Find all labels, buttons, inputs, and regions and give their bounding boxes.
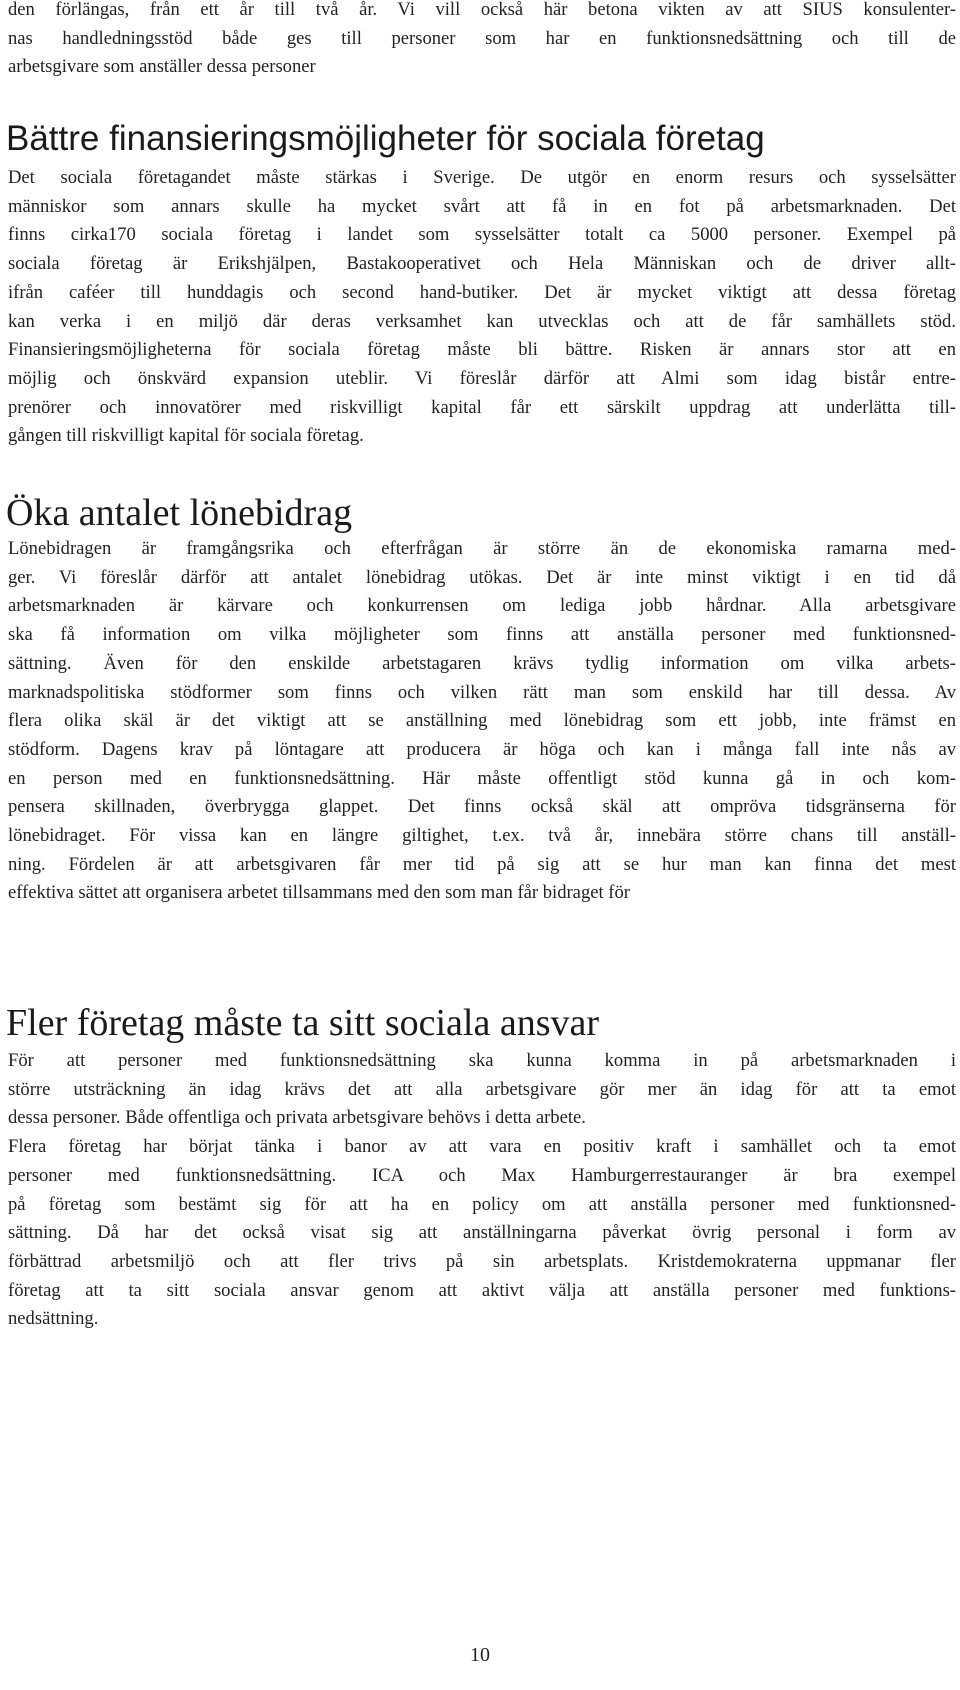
text-line: prenörer och innovatörer med riskvilligt kapital får ett särskilt uppdrag att underlätta till-	[8, 396, 956, 418]
text-line: möjlig och önskvärd expansion uteblir. Vi föreslår därför att Almi som idag bistår entre-	[8, 367, 956, 389]
text-line: Finansieringsmöjligheterna för sociala företag måste bli bättre. Risken är annars stor att en	[8, 339, 956, 361]
text-line: lönebidraget. För vissa kan en längre giltighet, t.ex. två år, innebära större chans till anställ-	[8, 825, 956, 847]
text-line: kan verka i en miljö där deras verksamhet kan utvecklas och att de får samhällets stöd.	[8, 310, 956, 332]
section-paragraph	[8, 535, 956, 908]
text-line: effektiva sättet att organisera arbetet tillsammans med den som man får bidraget för	[8, 882, 630, 904]
text-line: den förlängas, från ett år till två år. Vi vill också här betona vikten av att SIUS konsulenter-	[8, 0, 956, 20]
text-line: stödform. Dagens krav på löntagare att producera är höga och kan i många fall inte nås av	[8, 738, 956, 760]
text-line: ger. Vi föreslår därför att antalet lönebidrag utökas. Det är inte minst viktigt i en tid då	[8, 566, 956, 588]
section-paragraph	[8, 1047, 956, 1334]
text-line: ning. Fördelen är att arbetsgivaren får mer tid på sig att se hur man kan finna det mest	[8, 853, 956, 875]
section-paragraph	[8, 164, 956, 451]
text-line: arbetsmarknaden är kärvare och konkurrensen om lediga jobb hårdnar. Alla arbetsgivare	[8, 595, 956, 617]
text-line: sociala företag är Erikshjälpen, Bastakooperativet och Hela Människan och de driver allt-	[8, 253, 956, 275]
text-line: sättning. Då har det också visat sig att anställningarna påverkat övrig personal i form av	[8, 1222, 956, 1244]
text-line: arbetsgivare som anställer dessa personer	[8, 56, 316, 78]
text-line: Det sociala företagandet måste stärkas i Sverige. De utgör en enorm resurs och sysselsätter	[8, 167, 956, 188]
page-number: 10	[470, 1644, 490, 1666]
text-line: företag att ta sitt sociala ansvar genom att aktivt välja att anställa personer med funktions-	[8, 1279, 956, 1301]
text-line: ifrån caféer till hunddagis och second hand-butiker. Det är mycket viktigt att dessa företag	[8, 281, 956, 303]
text-line: ska få information om vilka möjligheter som finns att anställa personer med funktionsned-	[8, 624, 956, 646]
text-line: dessa personer. Både offentliga och privata arbetsgivare behövs i detta arbete.	[8, 1107, 586, 1129]
text-line: gången till riskvilligt kapital för sociala företag.	[8, 425, 364, 447]
text-line: Flera företag har börjat tänka i banor av att vara en positiv kraft i samhället och ta emot	[8, 1136, 956, 1158]
intro-paragraph	[8, 0, 956, 82]
text-line: finns cirka170 sociala företag i landet som sysselsätter totalt ca 5000 personer. Exempel på	[8, 224, 956, 246]
text-line: större utsträckning än idag krävs det att alla arbetsgivare gör mer än idag för att ta emot	[8, 1078, 956, 1100]
text-line: på företag som bestämt sig för att ha en policy om att anställa personer med funktionsned-	[8, 1193, 956, 1215]
text-line: pensera skillnaden, överbrygga glappet. Det finns också skäl att ompröva tidsgränserna för	[8, 796, 956, 818]
text-line: förbättrad arbetsmiljö och att fler trivs på sin arbetsplats. Kristdemokraterna uppmanar fler	[8, 1250, 956, 1272]
text-line: marknadspolitiska stödformer som finns och vilken rätt man som enskild har till dessa. Av	[8, 681, 956, 703]
section-heading: Bättre finansieringsmöjligheter för sociala företag	[6, 119, 765, 158]
section-heading: Fler företag måste ta sitt sociala ansvar	[6, 1002, 600, 1044]
text-line: människor som annars skulle ha mycket svårt att få in en fot på arbetsmarknaden. Det	[8, 195, 956, 217]
section-heading: Öka antalet lönebidrag	[6, 492, 353, 534]
text-line: Lönebidragen är framgångsrika och efterfrågan är större än de ekonomiska ramarna med-	[8, 538, 956, 559]
text-line: För att personer med funktionsnedsättning ska kunna komma in på arbetsmarknaden i	[8, 1050, 956, 1071]
text-line: nedsättning.	[8, 1308, 99, 1330]
text-line: nas handledningsstöd både ges till personer som har en funktionsnedsättning och till de	[8, 27, 956, 49]
text-line: en person med en funktionsnedsättning. Här måste offentligt stöd kunna gå in och kom-	[8, 767, 956, 789]
text-line: flera olika skäl är det viktigt att se anställning med lönebidrag som ett jobb, inte främst en	[8, 710, 956, 732]
text-line: personer med funktionsnedsättning. ICA och Max Hamburgerrestauranger är bra exempel	[8, 1164, 956, 1186]
text-line: sättning. Även för den enskilde arbetstagaren krävs tydlig information om vilka arbets-	[8, 652, 956, 674]
